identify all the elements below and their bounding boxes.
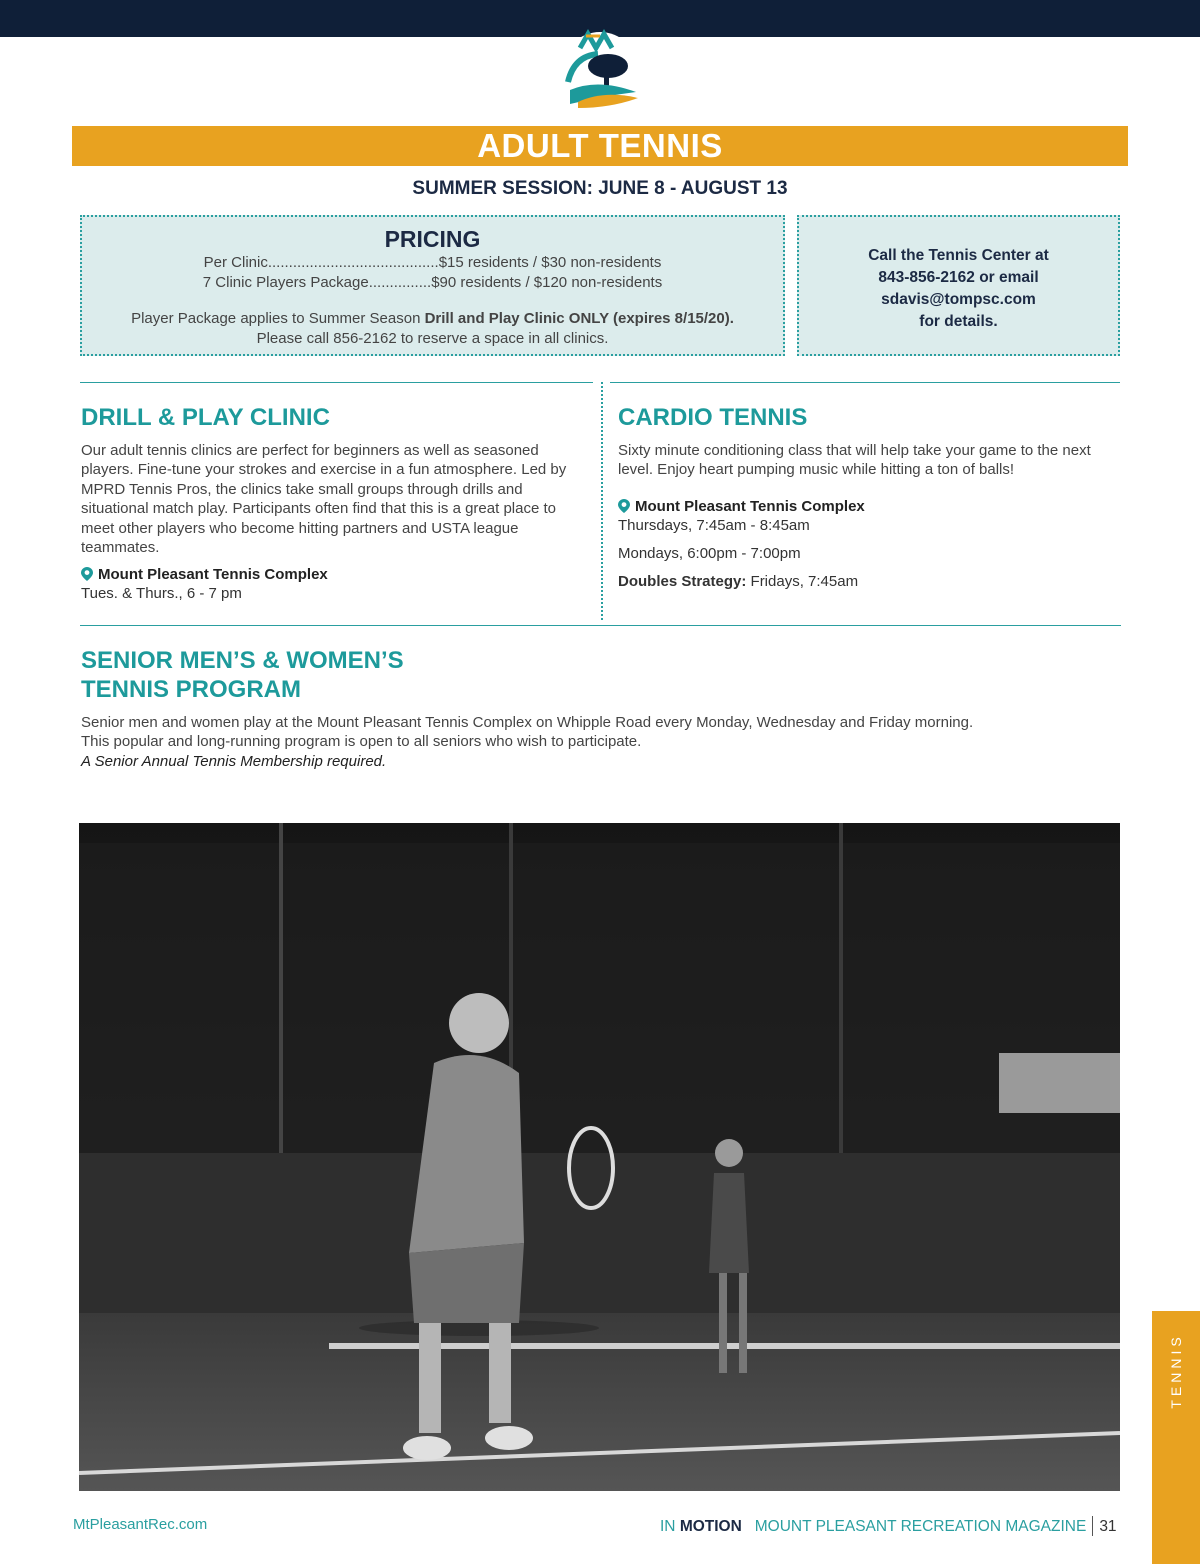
footer-motion: MOTION [679,1518,742,1535]
footer-magazine-name: MOUNT PLEASANT RECREATION MAGAZINE [754,1518,1087,1535]
senior-title-line-2: TENNIS PROGRAM [81,676,302,703]
senior-body-line-2: This popular and long-running program is open to all seniors who wish to participate. [81,733,642,751]
cardio-description: Sixty minute conditioning class that will help take your game to the next level. Enjoy heart pumping music while hitting a ton of balls! [618,442,1091,479]
doubles-time: Fridays, 7:45am [746,573,859,590]
doubles-strategy [618,573,858,590]
mprd-logo [558,26,642,110]
divider-senior [80,625,1121,626]
divider-right [610,382,1120,383]
pricing-reserve-note: Please call 856-2162 to reserve a space in all clinics. [256,330,609,347]
cardio-location [618,498,865,515]
drill-play-schedule: Tues. & Thurs., 6 - 7 pm [81,585,242,602]
drill-play-title: DRILL & PLAY CLINIC [81,404,330,431]
contact-line-4: for details. [919,313,998,330]
footer-website[interactable]: MtPleasantRec.com [73,1516,208,1533]
cardio-schedule-thursdays: Thursdays, 7:45am - 8:45am [618,517,810,534]
contact-text [799,245,1118,333]
contact-box [797,215,1120,356]
divider-left [80,382,593,383]
cardio-tennis-title: CARDIO TENNIS [618,404,808,431]
doubles-label: Doubles Strategy: [618,573,747,590]
session-dates: SUMMER SESSION: JUNE 8 - AUGUST 13 [412,178,788,199]
senior-title [81,646,404,704]
page-number: 31 [1099,1518,1117,1535]
pricing-note-bold: Drill and Play Clinic ONLY (expires 8/15/20). [424,310,734,327]
contact-email[interactable]: sdavis@tompsc.com [881,291,1036,308]
banner-title: ADULT TENNIS [477,127,723,164]
pricing-note [82,309,783,329]
contact-phone: 843-856-2162 or email [878,269,1039,286]
adult-tennis-banner [72,126,1128,166]
column-divider [601,382,603,620]
side-tab-label: TENNIS [1168,1333,1184,1409]
drill-play-location-name: Mount Pleasant Tennis Complex [98,566,328,583]
drill-play-location [81,566,328,583]
location-pin-icon [81,567,93,581]
drill-play-description: Our adult tennis clinics are perfect for beginners as well as seasoned players. Fine-tune your strokes and exercise in a fun atmosphere. Led by MPRD Tennis Pros, the clinics take small groups through drills and situational match play. Participants often find that this is a great place to meet other players who become hitting partners and USTA league teammates. [81,442,567,557]
footer-separator [1092,1516,1093,1536]
cardio-schedule-mondays: Mondays, 6:00pm - 7:00pm [618,545,801,562]
pricing-box [80,215,785,356]
senior-body-line-1: Senior men and women play at the Mount Pleasant Tennis Complex on Whipple Road every Monday, Wednesday and Friday morning. [81,714,974,731]
contact-line-1: Call the Tennis Center at [868,247,1049,264]
senior-description [81,713,1121,771]
pricing-note-prefix: Player Package applies to Summer Season [131,310,425,327]
pricing-per-clinic: Per Clinic.........................................$15 residents / $30 non-residents [203,254,662,271]
tennis-photo [79,823,1120,1491]
location-pin-icon [618,499,630,513]
pricing-title: PRICING [384,226,481,252]
cardio-location-name: Mount Pleasant Tennis Complex [635,498,865,515]
footer-magazine [660,1516,1117,1536]
pricing-package: 7 Clinic Players Package...............$90 residents / $120 non-residents [202,274,663,291]
footer-in: IN [660,1518,680,1535]
senior-title-line-1: SENIOR MEN’S & WOMEN’S [81,647,404,674]
senior-membership-note: A Senior Annual Tennis Membership required. [81,752,387,770]
tennis-side-tab [1152,1311,1200,1564]
